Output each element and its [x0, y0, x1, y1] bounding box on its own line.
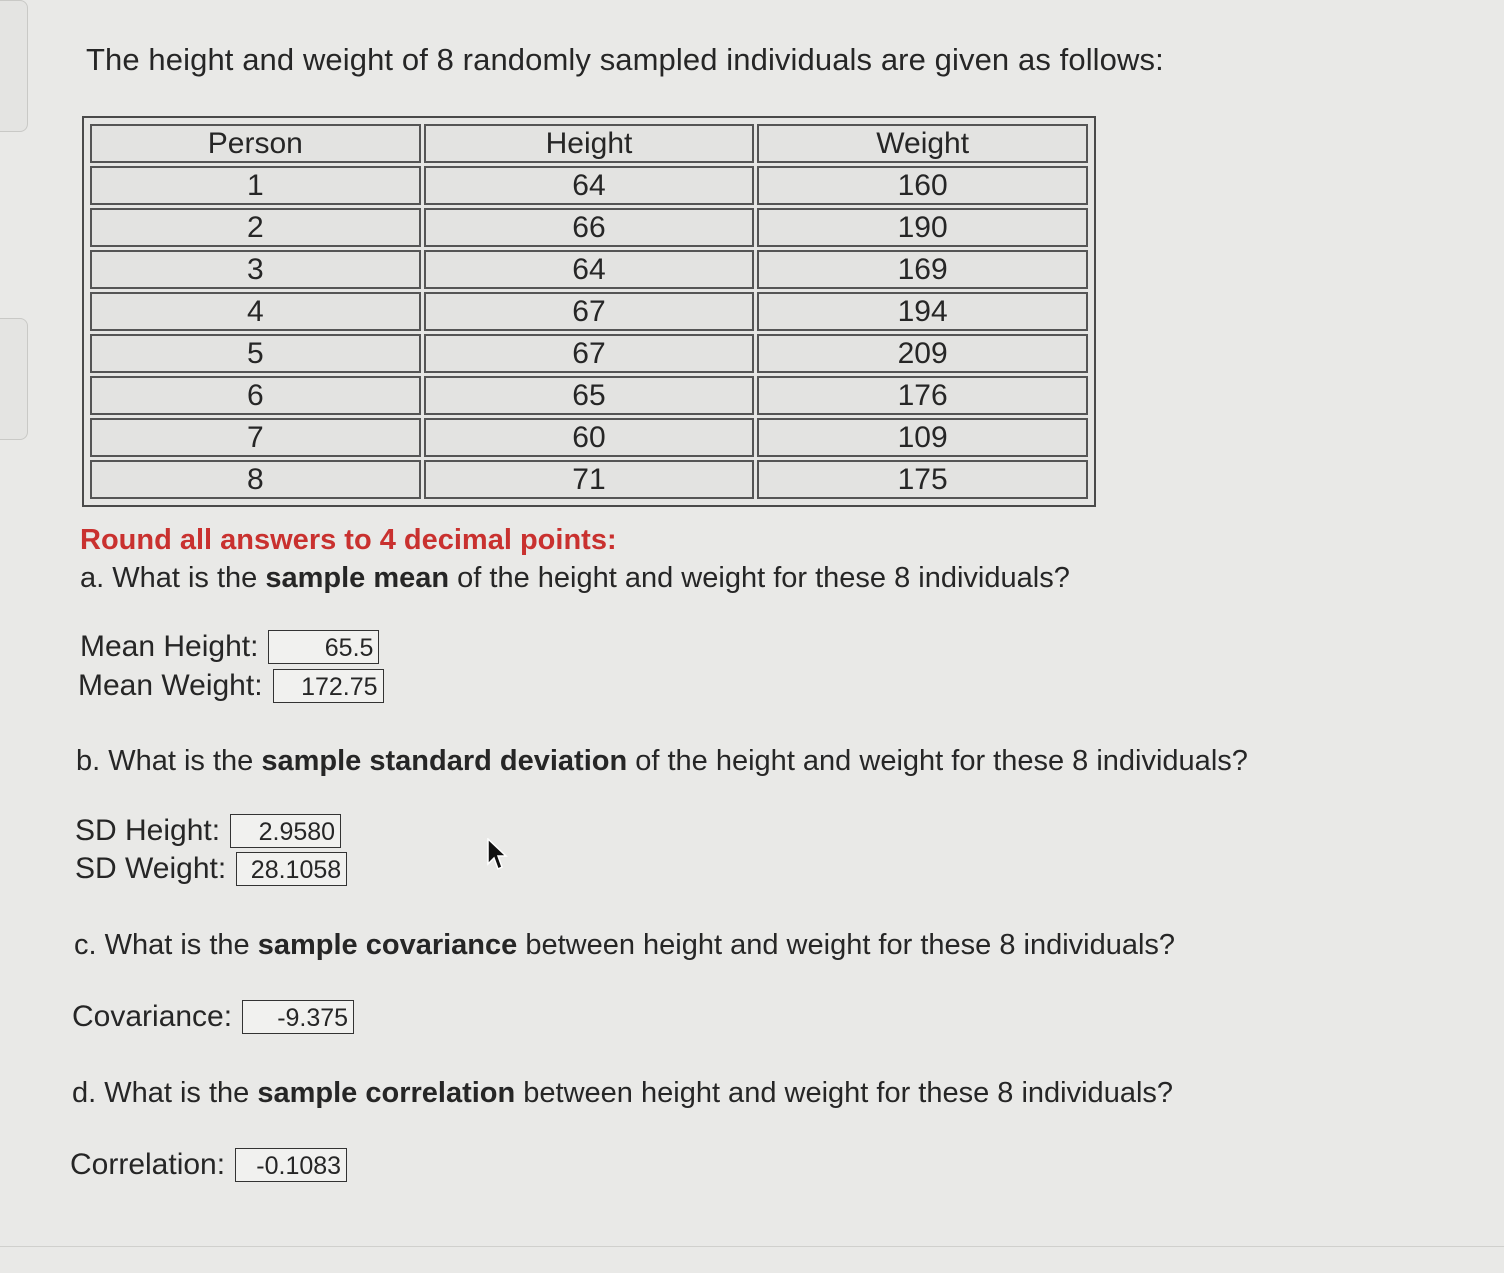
question-b	[76, 745, 1248, 778]
table-header-row	[90, 124, 1088, 163]
person-cell: 3	[90, 250, 421, 289]
person-cell: 5	[90, 334, 421, 373]
weight-cell: 169	[757, 250, 1088, 289]
sd-height-input[interactable]: 2.9580	[230, 814, 341, 848]
sd-weight-label: SD Weight:	[75, 852, 227, 885]
question-b-emphasis: sample standard deviation	[261, 745, 628, 777]
table-row	[90, 334, 1088, 373]
question-a-emphasis: sample mean	[265, 562, 450, 594]
table-row	[90, 418, 1088, 457]
height-cell: 64	[424, 166, 755, 205]
person-cell: 1	[90, 166, 421, 205]
height-cell: 65	[424, 376, 755, 415]
question-c-emphasis: sample covariance	[257, 929, 518, 961]
header-height: Height	[424, 124, 755, 163]
person-cell: 2	[90, 208, 421, 247]
weight-cell: 175	[757, 460, 1088, 499]
correlation-label: Correlation:	[70, 1148, 226, 1181]
person-cell: 6	[90, 376, 421, 415]
weight-cell: 190	[757, 208, 1088, 247]
mean-height-label: Mean Height:	[80, 630, 259, 663]
table-row	[90, 460, 1088, 499]
height-cell: 67	[424, 292, 755, 331]
bottom-divider	[0, 1246, 1504, 1247]
rounding-instruction: Round all answers to 4 decimal points:	[80, 524, 617, 556]
question-a	[80, 562, 1070, 595]
intro-text: The height and weight of 8 randomly sampled individuals are given as follows:	[86, 42, 1164, 77]
weight-cell: 160	[757, 166, 1088, 205]
mean-weight-row	[78, 669, 384, 703]
height-cell: 67	[424, 334, 755, 373]
table-row	[90, 250, 1088, 289]
correlation-row	[70, 1148, 347, 1182]
sd-weight-row	[75, 852, 347, 886]
question-b-prefix: b. What is the	[76, 745, 262, 777]
covariance-row	[72, 1000, 354, 1034]
sd-weight-input[interactable]: 28.1058	[236, 852, 347, 886]
question-b-suffix: of the height and weight for these 8 individuals?	[627, 745, 1248, 777]
question-c-prefix: c. What is the	[74, 929, 258, 961]
question-d	[72, 1077, 1173, 1110]
height-cell: 60	[424, 418, 755, 457]
table-row	[90, 376, 1088, 415]
weight-cell: 209	[757, 334, 1088, 373]
page-edge-decoration	[0, 318, 28, 440]
mean-weight-label: Mean Weight:	[78, 669, 263, 702]
person-cell: 8	[90, 460, 421, 499]
question-c-suffix: between height and weight for these 8 individuals?	[517, 929, 1176, 961]
question-d-suffix: between height and weight for these 8 individuals?	[515, 1077, 1174, 1109]
question-d-emphasis: sample correlation	[257, 1077, 516, 1109]
person-cell: 4	[90, 292, 421, 331]
person-cell: 7	[90, 418, 421, 457]
table-row	[90, 166, 1088, 205]
weight-cell: 194	[757, 292, 1088, 331]
sd-height-label: SD Height:	[75, 814, 221, 847]
header-weight: Weight	[757, 124, 1088, 163]
question-a-prefix: a. What is the	[80, 562, 266, 594]
sd-height-row	[75, 814, 341, 848]
height-cell: 64	[424, 250, 755, 289]
covariance-label: Covariance:	[72, 1000, 233, 1033]
table-row	[90, 208, 1088, 247]
page-edge-decoration	[0, 0, 28, 132]
mean-height-input[interactable]: 65.5	[268, 630, 379, 664]
mouse-pointer-icon	[486, 838, 508, 877]
question-d-prefix: d. What is the	[72, 1077, 258, 1109]
question-a-suffix: of the height and weight for these 8 individuals?	[449, 562, 1070, 594]
mean-height-row	[80, 630, 379, 664]
mean-weight-input[interactable]: 172.75	[273, 669, 384, 703]
covariance-input[interactable]: -9.375	[242, 1000, 354, 1034]
table-row	[90, 292, 1088, 331]
data-table	[82, 116, 1096, 507]
weight-cell: 109	[757, 418, 1088, 457]
correlation-input[interactable]: -0.1083	[235, 1148, 347, 1182]
question-c	[74, 929, 1175, 962]
header-person: Person	[90, 124, 421, 163]
height-cell: 66	[424, 208, 755, 247]
height-cell: 71	[424, 460, 755, 499]
weight-cell: 176	[757, 376, 1088, 415]
